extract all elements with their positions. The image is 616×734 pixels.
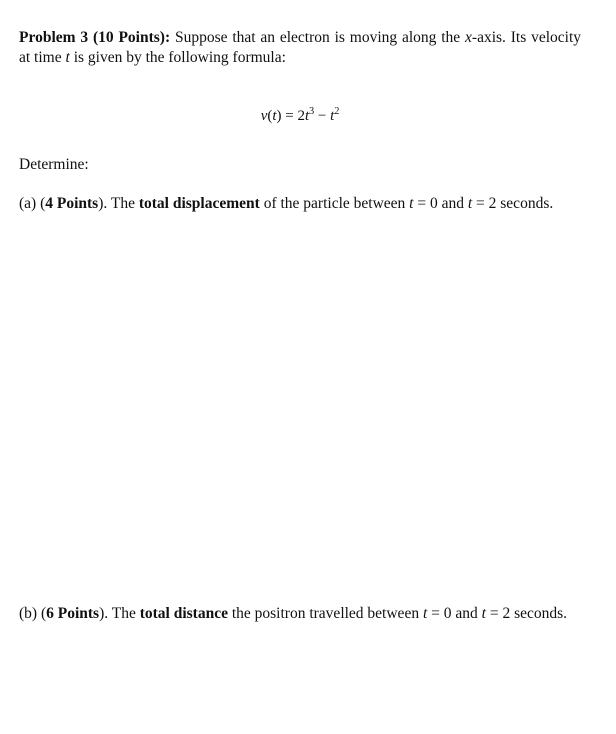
formula-term2-exponent: 2 xyxy=(334,106,340,117)
part-a-text-3: = 2 seconds. xyxy=(472,195,554,212)
formula-paren-close: ) xyxy=(276,108,282,124)
formula-paren-open: ( xyxy=(267,108,273,124)
part-a-label: (a) ( xyxy=(19,195,46,212)
part-b-question xyxy=(19,604,581,624)
part-b-var-2: t xyxy=(481,605,486,622)
part-b-text-2: = 0 and xyxy=(427,605,482,622)
formula-equals: = 2 xyxy=(281,108,305,124)
problem-statement xyxy=(19,28,581,68)
part-a-var-1: t xyxy=(409,195,414,212)
part-a-bold-phrase: total displacement xyxy=(138,195,260,212)
part-a-points: 4 Points xyxy=(45,195,99,212)
part-a-var-2: t xyxy=(467,195,473,212)
part-b-after-points: ). The xyxy=(99,605,140,622)
part-a-question xyxy=(19,194,581,214)
part-a-text-1: of the particle between xyxy=(259,195,410,212)
problem-intro-part-2: -axis. Its velocity at time xyxy=(19,29,582,66)
velocity-formula xyxy=(0,106,600,126)
part-a-after-points: ). The xyxy=(98,195,139,212)
formula-argument: t xyxy=(272,108,277,124)
axis-variable: x xyxy=(465,29,472,46)
formula-term2-variable: t xyxy=(330,108,335,124)
part-b-text-1: the positron travelled between xyxy=(227,605,423,622)
part-b-var-1: t xyxy=(422,605,428,622)
part-b-label: (b) ( xyxy=(19,605,47,622)
determine-label: Determine: xyxy=(19,156,89,173)
part-b-points: 6 Points xyxy=(46,605,100,622)
formula-minus: − xyxy=(314,108,331,124)
problem-intro-part-3: is given by the following formula: xyxy=(69,49,286,66)
part-b-text-3: = 2 seconds. xyxy=(485,605,568,622)
time-variable: t xyxy=(65,49,70,66)
problem-heading: Problem 3 (10 Points): xyxy=(19,29,171,46)
problem-intro-part-1: Suppose that an electron is moving along the xyxy=(170,29,466,46)
formula-term1-variable: t xyxy=(305,108,310,124)
part-b-bold-phrase: total distance xyxy=(139,605,228,622)
formula-function-name: v xyxy=(260,108,268,124)
part-a-text-2: = 0 and xyxy=(413,195,468,212)
formula-term1-exponent: 3 xyxy=(309,106,315,117)
